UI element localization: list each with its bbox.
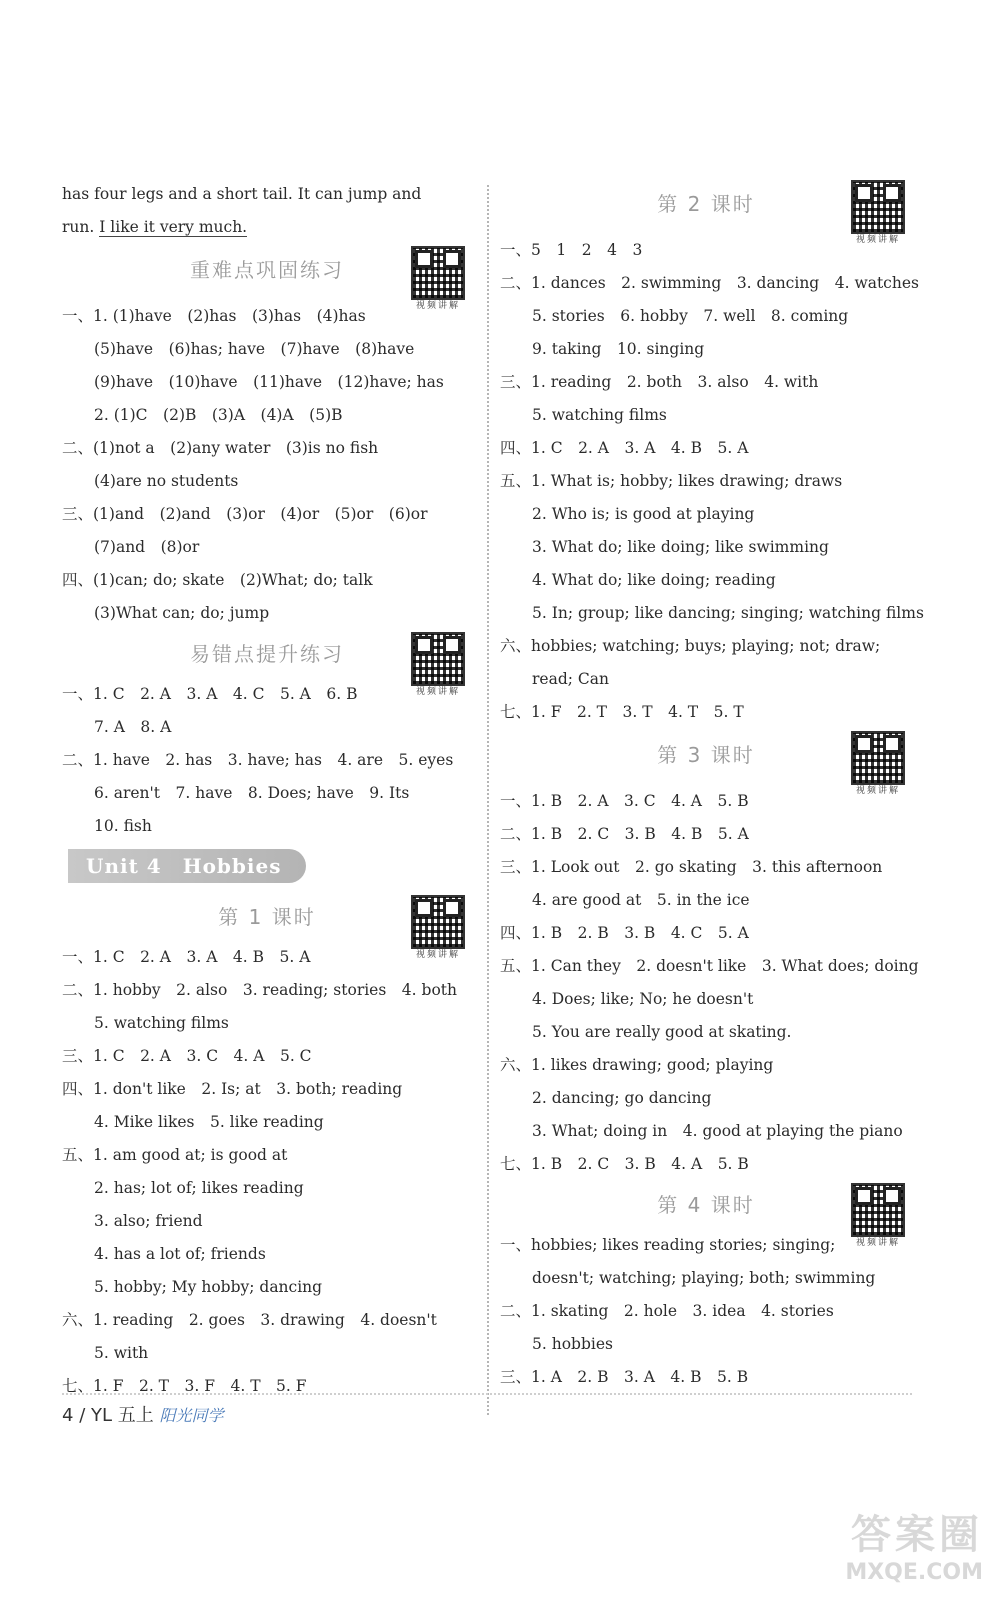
answer-line: (7)and (8)or (94, 538, 200, 556)
answer-line: 四、1. don't like 2. Is; at 3. both; reading (62, 1080, 403, 1098)
answer-line: read; Can (532, 670, 609, 688)
answer-line: 4. are good at 5. in the ice (532, 891, 750, 909)
qr-code-icon (411, 895, 465, 949)
answer-line: 二、1. B 2. C 3. B 4. B 5. A (500, 825, 749, 843)
answer-line: 10. fish (94, 817, 152, 835)
underlined-sentence: I like it very much. (99, 218, 248, 236)
answer-line: 一、1. C 2. A 3. A 4. B 5. A (62, 948, 311, 966)
qr-code[interactable] (410, 895, 466, 959)
qr-code-icon (851, 1183, 905, 1237)
answer-line: 三、1. A 2. B 3. A 4. B 5. B (500, 1368, 749, 1386)
answer-line: 6. aren't 7. have 8. Does; have 9. Its (94, 784, 410, 802)
page-number: 4 (62, 1405, 74, 1426)
qr-code[interactable] (850, 1183, 906, 1247)
left-column (62, 178, 472, 1403)
answer-line: 五、1. am good at; is good at (62, 1146, 288, 1164)
footer-slash: / (79, 1405, 86, 1426)
qr-code[interactable] (410, 632, 466, 696)
answer-line: 5. hobby; My hobby; dancing (94, 1278, 323, 1296)
section-title-common-errors: 易错点提升练习 视频讲解 (62, 630, 472, 678)
section-title-lesson-1: 第 1 课时 视频讲解 (62, 893, 472, 941)
unit-banner: Unit 4 Hobbies (68, 849, 306, 883)
answer-line: (3)What can; do; jump (94, 604, 270, 622)
answer-line: 7. A 8. A (94, 718, 172, 736)
section-title-lesson-4: 第 4 课时 视频讲解 (500, 1181, 912, 1229)
answer-line: 2. has; lot of; likes reading (94, 1179, 304, 1197)
answer-line: 四、1. C 2. A 3. A 4. B 5. A (500, 439, 749, 457)
answer-line: 四、(1)can; do; skate (2)What; do; talk (62, 571, 373, 589)
qr-caption: 视频讲解 (415, 301, 460, 311)
section-title-lesson-3: 第 3 课时 视频讲解 (500, 729, 912, 785)
answer-line: 三、1. C 2. A 3. C 4. A 5. C (62, 1047, 312, 1065)
answer-line: 2. (1)C (2)B (3)A (4)A (5)B (94, 406, 343, 424)
answer-line: 七、1. F 2. T 3. T 4. T 5. T (500, 703, 744, 721)
answer-line: 2. Who is; is good at playing (532, 505, 755, 523)
answer-line: 2. dancing; go dancing (532, 1089, 712, 1107)
answer-line: 二、1. hobby 2. also 3. reading; stories 4. both (62, 981, 457, 999)
answer-line: 三、1. reading 2. both 3. also 4. with (500, 373, 819, 391)
qr-code-icon (851, 180, 905, 234)
qr-code[interactable] (850, 180, 906, 244)
column-divider (487, 185, 489, 1415)
qr-code[interactable] (410, 246, 466, 310)
answer-line: 六、hobbies; watching; buys; playing; not; draw; (500, 637, 881, 655)
answer-line: doesn't; watching; playing; both; swimming (532, 1269, 876, 1287)
intro-line: has four legs and a short tail. It can jump and (62, 185, 422, 203)
qr-caption: 视频讲解 (855, 786, 900, 796)
answer-line: 三、1. Look out 2. go skating 3. this afternoon (500, 858, 883, 876)
answer-line: 二、(1)not a (2)any water (3)is no fish (62, 439, 379, 457)
watermark-url: MXQE.COM (845, 1560, 983, 1585)
answer-line: 三、(1)and (2)and (3)or (4)or (5)or (6)or (62, 505, 428, 523)
answer-line: 4. Mike likes 5. like reading (94, 1113, 324, 1131)
answer-line: 3. What; doing in 4. good at playing the piano (532, 1122, 903, 1140)
qr-code-icon (411, 246, 465, 300)
section-title-lesson-2: 第 2 课时 视频讲解 (500, 178, 912, 234)
answer-line: 4. What do; like doing; reading (532, 571, 776, 589)
answer-line: 9. taking 10. singing (532, 340, 705, 358)
answer-line: 4. Does; like; No; he doesn't (532, 990, 754, 1008)
answer-line: (4)are no students (94, 472, 239, 490)
answer-line: (9)have (10)have (11)have (12)have; has (94, 373, 444, 391)
answer-line: 七、1. F 2. T 3. F 4. T 5. F (62, 1377, 307, 1395)
answer-line: 一、1. B 2. A 3. C 4. A 5. B (500, 792, 749, 810)
intro-line: run. I like it very much. (62, 218, 248, 236)
answer-line: 5. stories 6. hobby 7. well 8. coming (532, 307, 849, 325)
answer-line: 4. has a lot of; friends (94, 1245, 266, 1263)
brand-logo: 阳光同学 (159, 1406, 224, 1425)
qr-caption: 视频讲解 (415, 950, 460, 960)
answer-line: 一、hobbies; likes reading stories; singing; (500, 1236, 836, 1254)
answer-line: 一、1. (1)have (2)has (3)has (4)has (62, 307, 366, 325)
answer-line: 5. hobbies (532, 1335, 613, 1353)
qr-caption: 视频讲解 (855, 1238, 900, 1248)
page-footer (62, 1393, 912, 1427)
answer-line: 5. You are really good at skating. (532, 1023, 792, 1041)
answer-line: 5. In; group; like dancing; singing; watching films (532, 604, 924, 622)
edition-code: YL 五上 (91, 1405, 154, 1426)
answer-line: 3. also; friend (94, 1212, 203, 1230)
answer-line: 五、1. Can they 2. doesn't like 3. What does; doing (500, 957, 919, 975)
right-column (500, 178, 924, 1394)
answer-line: 六、1. likes drawing; good; playing (500, 1056, 774, 1074)
answer-line: 一、5 1 2 4 3 (500, 241, 643, 259)
answer-line: 六、1. reading 2. goes 3. drawing 4. doesn't (62, 1311, 437, 1329)
answer-line: 二、1. skating 2. hole 3. idea 4. stories (500, 1302, 834, 1320)
qr-caption: 视频讲解 (855, 235, 900, 245)
answer-line: 二、1. dances 2. swimming 3. dancing 4. watches (500, 274, 919, 292)
qr-caption: 视频讲解 (415, 687, 460, 697)
answer-line: 5. with (94, 1344, 149, 1362)
answer-line: 七、1. B 2. C 3. B 4. A 5. B (500, 1155, 749, 1173)
watermark-text: 答案圈 (851, 1512, 983, 1558)
answer-line: 五、1. What is; hobby; likes drawing; draws (500, 472, 843, 490)
answer-line: (5)have (6)has; have (7)have (8)have (94, 340, 415, 358)
watermark (733, 1510, 983, 1590)
answer-line: 5. watching films (94, 1014, 229, 1032)
section-title-key-points: 重难点巩固练习 视频讲解 (62, 244, 472, 300)
qr-code-icon (851, 731, 905, 785)
answer-line: 四、1. B 2. B 3. B 4. C 5. A (500, 924, 749, 942)
qr-code[interactable] (850, 731, 906, 795)
answer-line: 3. What do; like doing; like swimming (532, 538, 829, 556)
answer-line: 5. watching films (532, 406, 667, 424)
qr-code-icon (411, 632, 465, 686)
answer-line: 二、1. have 2. has 3. have; has 4. are 5. eyes (62, 751, 454, 769)
answer-line: 一、1. C 2. A 3. A 4. C 5. A 6. B (62, 685, 358, 703)
